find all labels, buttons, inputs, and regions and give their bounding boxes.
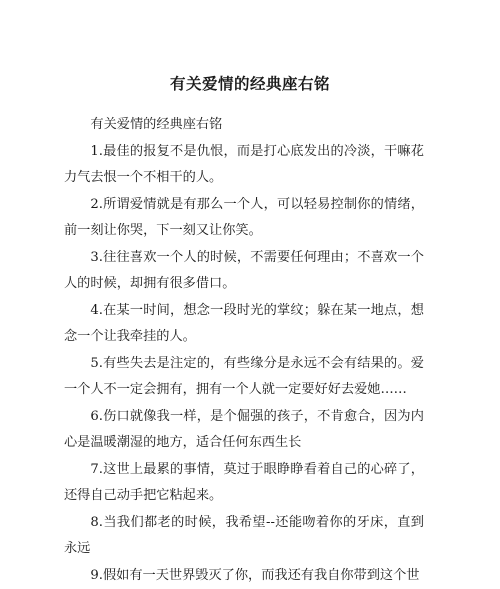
quote-item: 5.有些失去是注定的，有些缘分是永远不会有结果的。爱一个人不一定会拥有，拥有一个人就一定要好好去爱她…… bbox=[64, 351, 424, 404]
document-subtitle: 有关爱情的经典座右铭 bbox=[64, 112, 424, 139]
quote-item: 3.往往喜欢一个人的时候，不需要任何理由；不喜欢一个人的时候，却拥有很多借口。 bbox=[64, 245, 424, 298]
quote-item: 7.这世上最累的事情，莫过于眼睁睁看着自己的心碎了，还得自己动手把它粘起来。 bbox=[64, 457, 424, 510]
document-body bbox=[64, 112, 424, 589]
quote-item: 6.伤口就像我一样，是个倔强的孩子，不肯愈合，因为内心是温暖潮湿的地方，适合任何东西生长 bbox=[64, 404, 424, 457]
quote-item: 9.假如有一天世界毁灭了你，而我还有我自你带到这个世 bbox=[64, 563, 424, 589]
quote-item: 1.最佳的报复不是仇恨，而是打心底发出的冷淡，干嘛花力气去恨一个不相干的人。 bbox=[64, 139, 424, 192]
quote-item: 4.在某一时间，想念一段时光的掌纹；躲在某一地点，想念一个让我牵挂的人。 bbox=[64, 298, 424, 351]
quote-item: 2.所谓爱情就是有那么一个人，可以轻易控制你的情绪，前一刻让你哭，下一刻又让你笑。 bbox=[64, 192, 424, 245]
quote-item: 8.当我们都老的时候，我希望--还能吻着你的牙床，直到永远 bbox=[64, 510, 424, 563]
document-title: 有关爱情的经典座右铭 bbox=[0, 74, 500, 94]
